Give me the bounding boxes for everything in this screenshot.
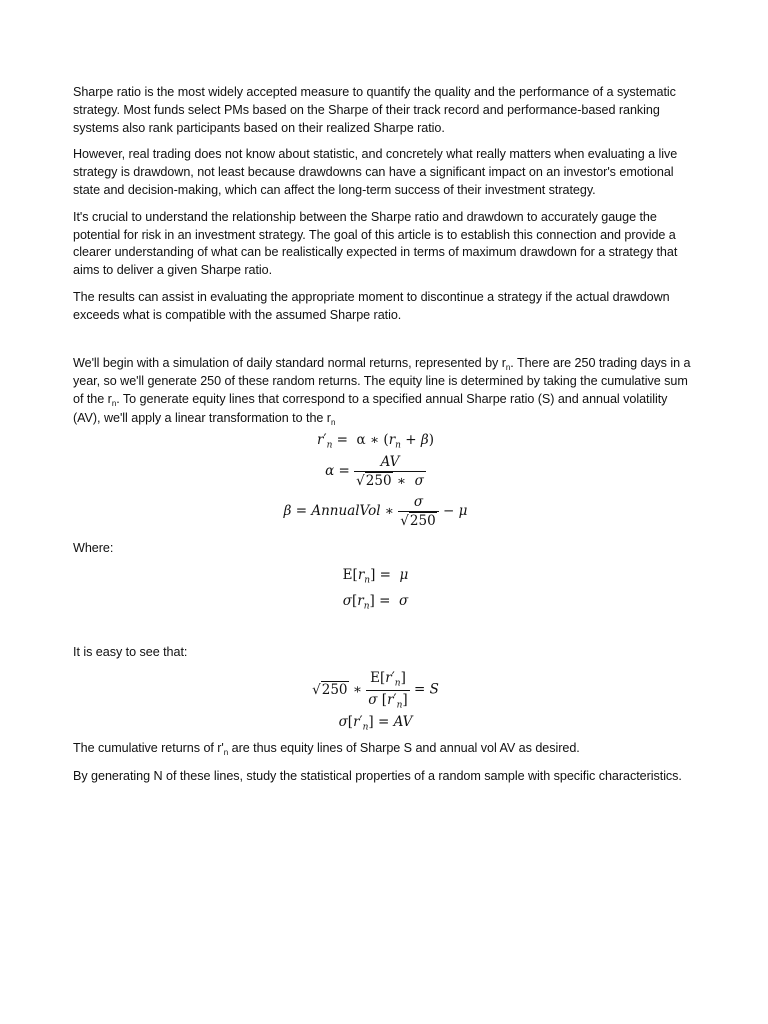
where-label: Where: (73, 540, 114, 555)
easy-label: It is easy to see that: (73, 644, 188, 659)
equation-expectation: $E[r_n] = \mu$ (342, 566, 409, 586)
cumulative-subscript: n (223, 748, 229, 758)
equation-sharpe: √250 ∗ $\frac{E[r'_n]}{\sigma [r'_n]}$ = S (312, 670, 439, 711)
simulation-text-c: . To generate equity lines that correspond to a specified annual Sharpe ratio (S) and annual volatility (AV), we'll apply a linear transformation to the r (73, 392, 668, 425)
paragraph-simulation (73, 355, 698, 429)
simulation-text-b: . There are 250 trading days in a year, so we'll generate 250 of these random returns. The equity line is determined by taking the cumulative sum of the r (73, 355, 691, 407)
equation-annual-vol: $\sigma[r'_n]$ = AV (338, 714, 413, 734)
document-page (73, 84, 698, 795)
cumulative-text-a: The cumulative returns of r' (73, 741, 224, 756)
simulation-subscript-1: n (505, 362, 511, 372)
equation-beta: β = AnnualVol ∗ $\frac{\sigma}{√250}$ − μ (283, 493, 468, 529)
simulation-text-a: We'll begin with a simulation of daily standard normal returns, represented by r (73, 355, 506, 370)
equation-sigma: $\sigma[r_n] = \sigma$ (342, 592, 409, 612)
paragraph-goal: It's crucial to understand the relationship between the Sharpe ratio and drawdown to accurately gauge the potential for risk in an investment strategy. The goal of this article is to establish this connection and provide a clearer understanding of what can be realistically expected in terms of maximum drawdown for a strategy that aims to deliver a given Sharpe ratio. (73, 209, 678, 278)
paragraph-generating: By generating N of these lines, study the statistical properties of a random sample with specific characteristics. (73, 769, 682, 784)
equation-transform: $r'_n = \alpha$ ∗ $(r_n + \beta)$ (317, 431, 434, 451)
simulation-subscript-2: n (111, 399, 117, 409)
paragraph-results: The results can assist in evaluating the appropriate moment to discontinue a strategy if the actual drawdown exceeds what is compatible with the assumed Sharpe ratio. (73, 289, 670, 322)
simulation-subscript-3: n (330, 417, 336, 427)
paragraph-drawdown: However, real trading does not know about statistic, and concretely what really matters when evaluating a live strategy is drawdown, not least because drawdowns can have a significant impact on an investor's emotional state and decision-making, which can affect the long-term success of their investment strategy. (73, 147, 678, 197)
paragraph-cumulative (73, 740, 698, 759)
paragraph-sharpe-intro: Sharpe ratio is the most widely accepted measure to quantify the quality and the performance of a systematic strategy. Most funds select PMs based on the Sharpe of their track record and performance-based ranking systems also rank participants based on their realized Sharpe ratio. (73, 85, 676, 135)
cumulative-text-b: are thus equity lines of Sharpe S and annual vol AV as desired. (228, 741, 580, 756)
equation-alpha: α = $\frac{AV}{√250 ∗ \sigma}$ (325, 453, 424, 489)
